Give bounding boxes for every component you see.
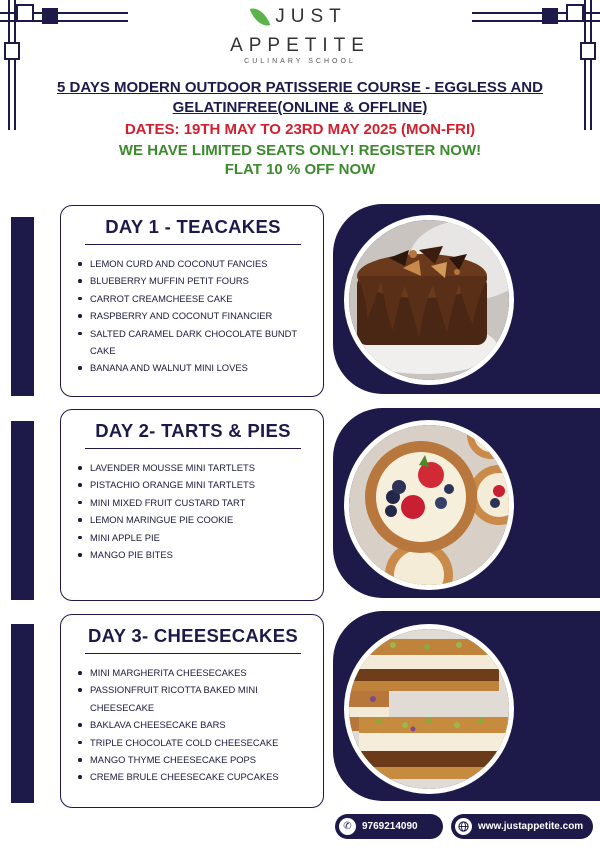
brand-tagline: CULINARY SCHOOL — [244, 58, 356, 65]
menu-item: CARROT CREAMCHEESE CAKE — [77, 290, 309, 307]
brand-logo — [0, 6, 600, 65]
limited-seats-notice: WE HAVE LIMITED SEATS ONLY! REGISTER NOW! — [118, 142, 482, 159]
left-accent-bar-1 — [11, 217, 34, 396]
menu-item: PASSIONFRUIT RICOTTA BAKED MINI CHEESECAKE — [77, 681, 309, 716]
day-1-menu-list — [77, 255, 309, 377]
phone-contact[interactable] — [335, 814, 443, 839]
website-link[interactable] — [451, 814, 593, 839]
menu-item: MINI APPLE PIE — [77, 529, 309, 546]
baklava-cheesecake-bars-photo — [344, 624, 514, 794]
menu-item: BAKLAVA CHEESECAKE BARS — [77, 716, 309, 733]
menu-item: MANGO THYME CHEESECAKE POPS — [77, 751, 309, 768]
day-2-menu-list — [77, 459, 309, 563]
course-dates: DATES: 19TH MAY TO 23RD MAY 2025 (MON-FRI) — [124, 121, 476, 138]
day-1-card — [60, 205, 324, 397]
menu-item: LAVENDER MOUSSE MINI TARTLETS — [77, 459, 309, 476]
berry-tartlets-photo — [344, 420, 514, 590]
phone-icon: ✆ — [339, 818, 356, 835]
phone-number: 9769214090 — [362, 821, 418, 832]
day-3-title: DAY 3- CHEESECAKES — [85, 625, 301, 654]
brand-word-appetite: APPETITE — [230, 35, 370, 56]
menu-item: LEMON CURD AND COCONUT FANCIES — [77, 255, 309, 272]
menu-item: MINI MIXED FRUIT CUSTARD TART — [77, 494, 309, 511]
discount-offer: FLAT 10 % OFF NOW — [224, 161, 376, 178]
day-2-card — [60, 409, 324, 601]
menu-item: BANANA AND WALNUT MINI LOVES — [77, 359, 309, 376]
website-url: www.justappetite.com — [478, 821, 584, 832]
menu-item: RASPBERRY AND COCONUT FINANCIER — [77, 307, 309, 324]
menu-item: SALTED CARAMEL DARK CHOCOLATE BUNDT CAKE — [77, 325, 309, 360]
menu-item: MINI MARGHERITA CHEESECAKES — [77, 664, 309, 681]
day-3-menu-list — [77, 664, 309, 786]
menu-item: MANGO PIE BITES — [77, 546, 309, 563]
day-2-title: DAY 2- TARTS & PIES — [85, 420, 301, 449]
menu-item: PISTACHIO ORANGE MINI TARTLETS — [77, 476, 309, 493]
left-accent-bar-2 — [11, 421, 34, 600]
brand-word-just: JUST — [275, 6, 347, 27]
left-accent-bar-3 — [11, 624, 34, 803]
menu-item: LEMON MARINGUE PIE COOKIE — [77, 511, 309, 528]
menu-item: TRIPLE CHOCOLATE COLD CHEESECAKE — [77, 734, 309, 751]
day-1-title: DAY 1 - TEACAKES — [85, 216, 301, 245]
chocolate-drip-cake-photo — [344, 215, 514, 385]
day-3-card — [60, 614, 324, 808]
menu-item: BLUEBERRY MUFFIN PETIT FOURS — [77, 272, 309, 289]
course-title: 5 DAYS MODERN OUTDOOR PATISSERIE COURSE - EGGLESS AND GELATINFREE(ONLINE & OFFLINE) — [57, 79, 543, 116]
leaf-icon — [250, 4, 271, 29]
menu-item: CREME BRULE CHEESECAKE CUPCAKES — [77, 768, 309, 785]
globe-icon — [455, 818, 472, 835]
